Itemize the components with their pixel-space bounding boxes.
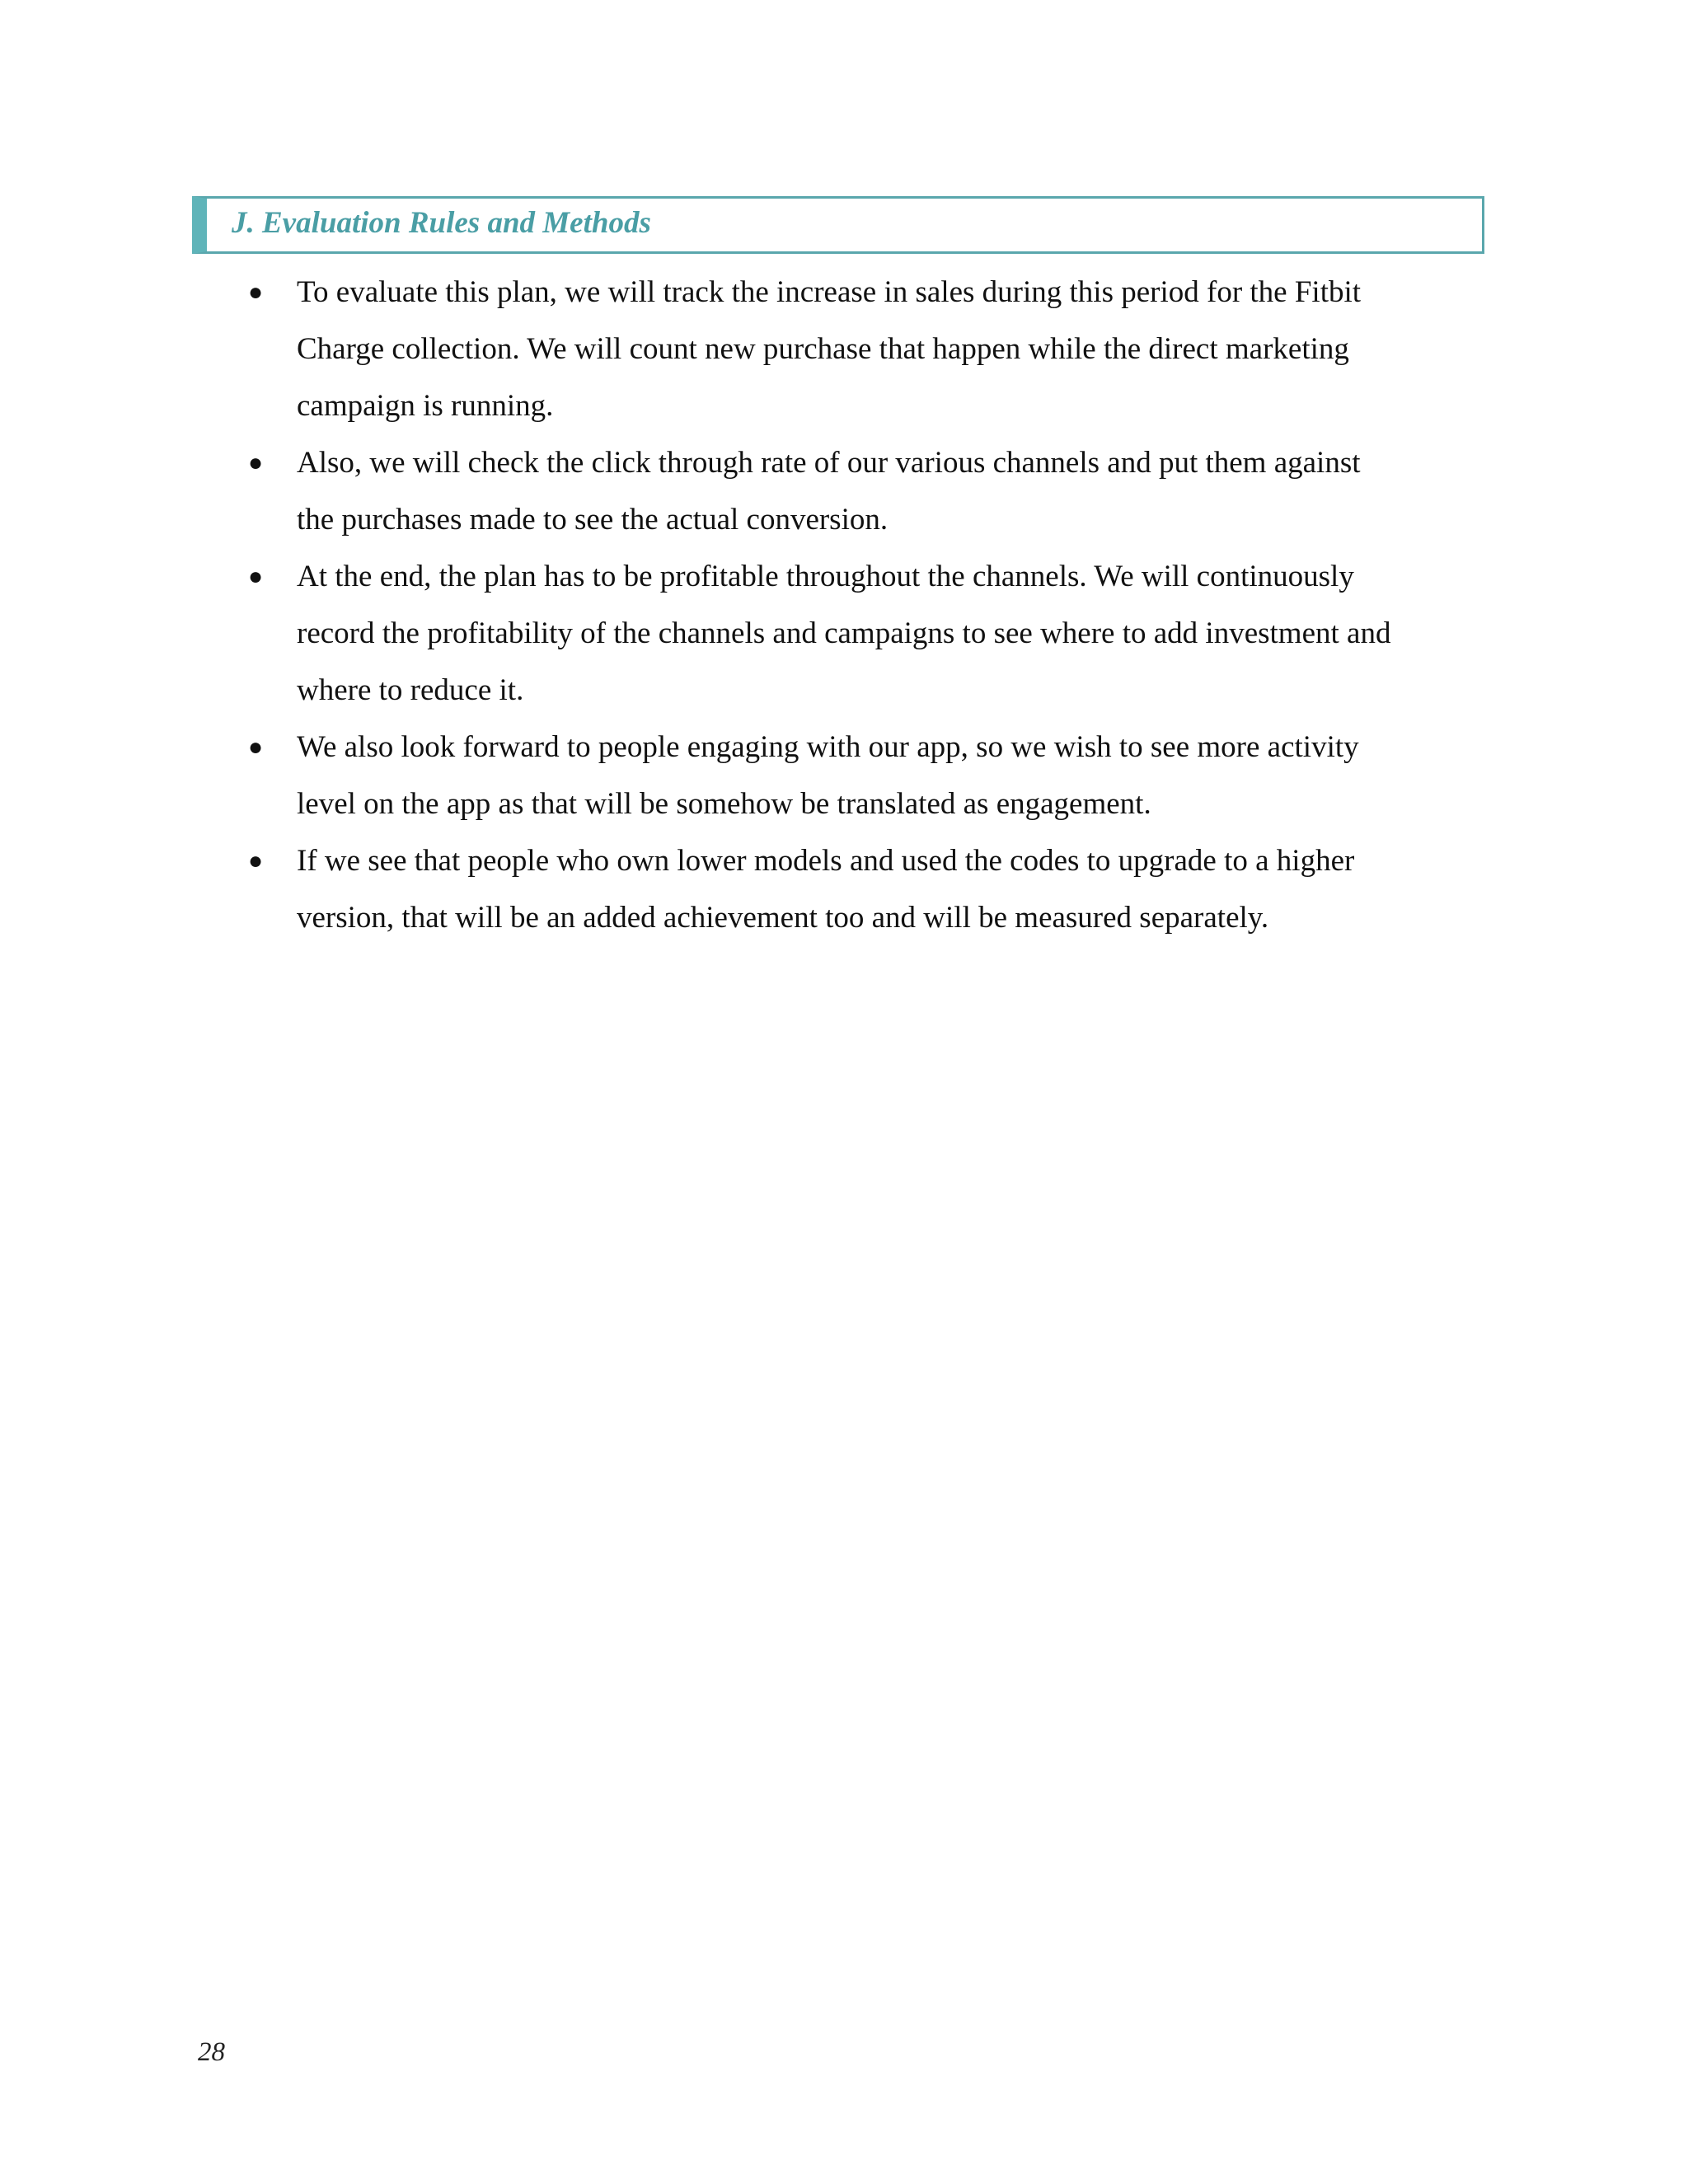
page-number: 28 <box>198 2037 225 2067</box>
section-heading: J. Evaluation Rules and Methods <box>232 206 651 240</box>
bullet-icon: ● <box>247 279 264 306</box>
bullet-line: If we see that people who own lower models and used the codes to upgrade to a higher <box>297 844 1355 878</box>
list-item <box>247 719 1500 832</box>
section-heading-box <box>192 196 1484 254</box>
list-item <box>247 264 1500 434</box>
bullet-line: the purchases made to see the actual conversion. <box>297 503 889 537</box>
list-item <box>247 434 1500 548</box>
bullet-line: campaign is running. <box>297 389 554 423</box>
bullet-line: where to reduce it. <box>297 673 524 707</box>
bullet-line: Charge collection. We will count new purchase that happen while the direct marketing <box>297 332 1349 366</box>
bullet-line: At the end, the plan has to be profitable throughout the channels. We will continuously <box>297 560 1354 593</box>
bullet-icon: ● <box>247 847 264 874</box>
bullet-icon: ● <box>247 449 264 476</box>
bullet-line: To evaluate this plan, we will track the increase in sales during this period for the Fitbit <box>297 275 1362 309</box>
bullet-icon: ● <box>247 563 264 590</box>
bullet-line: Also, we will check the click through rate of our various channels and put them against <box>297 446 1361 480</box>
bullet-line: record the profitability of the channels and campaigns to see where to add investment and <box>297 616 1391 650</box>
list-item <box>247 548 1500 719</box>
list-item <box>247 832 1500 946</box>
bullet-icon: ● <box>247 733 264 761</box>
bullet-line: version, that will be an added achievement too and will be measured separately. <box>297 901 1269 935</box>
bullet-line: We also look forward to people engaging with our app, so we wish to see more activity <box>297 730 1359 764</box>
bullet-line: level on the app as that will be somehow be translated as engagement. <box>297 787 1151 821</box>
evaluation-bullet-list <box>247 264 1500 946</box>
